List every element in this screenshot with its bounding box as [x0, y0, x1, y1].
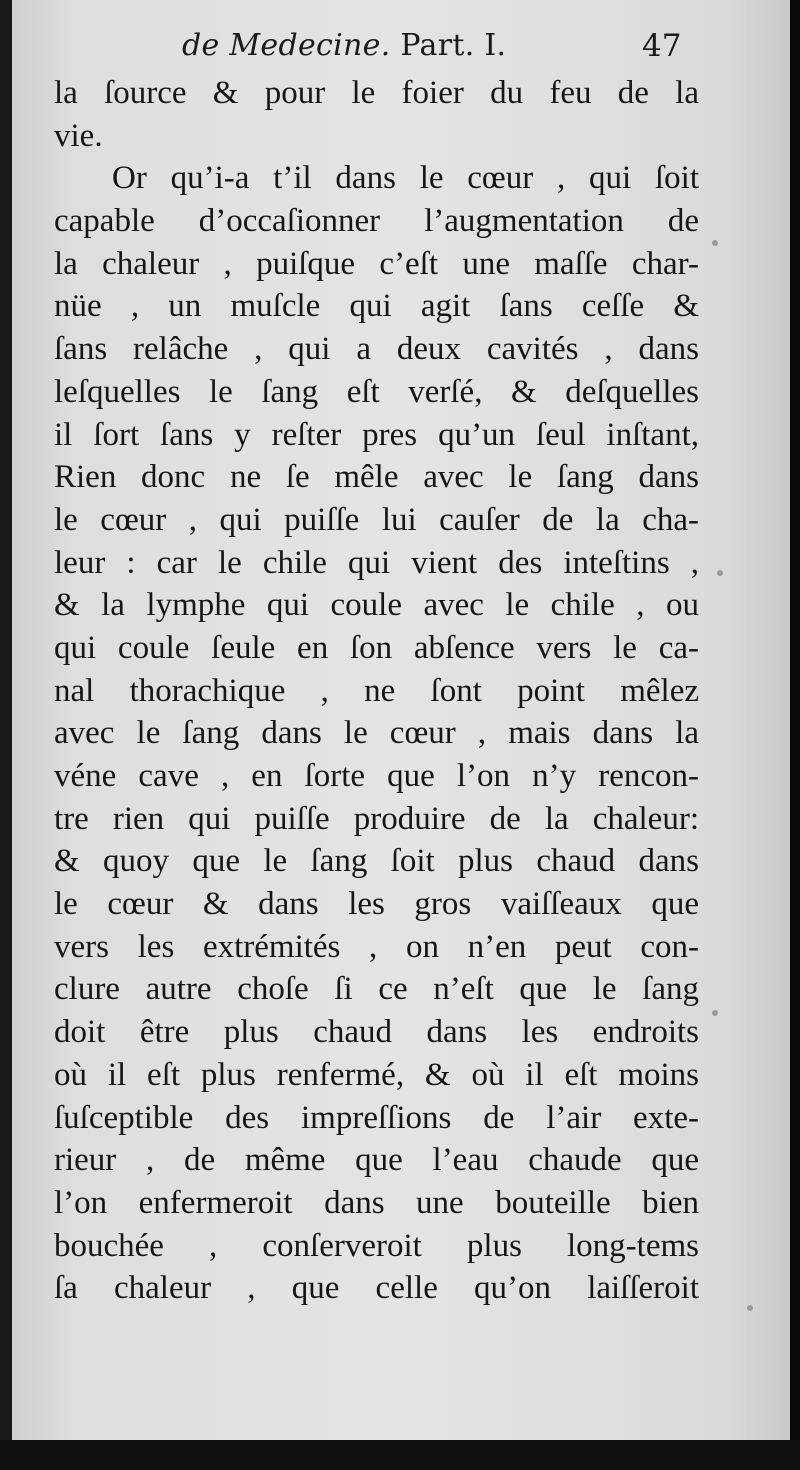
- page-header: [12, 28, 790, 78]
- text-line: Or qu’i-a t’il dans le cœur , qui ſoit: [112, 160, 699, 197]
- text-line: vie.: [54, 117, 103, 154]
- text-line: il ſort ſans y reſter pres qu’un ſeul inſtant,: [54, 416, 699, 453]
- text-line: l’on enfermeroit dans une bouteille bien: [54, 1184, 699, 1221]
- text-line: nüe , un muſcle qui agit ſans ceſſe &: [54, 288, 699, 325]
- text-line: doit être plus chaud dans les endroits: [54, 1014, 699, 1051]
- text-line: le cœur & dans les gros vaiſſeaux que: [54, 886, 699, 923]
- text-line: clure autre choſe ſi ce n’eſt que le ſang: [54, 971, 699, 1008]
- body-text: [54, 72, 699, 1310]
- scan-bottom-edge: [0, 1440, 800, 1470]
- text-line: où il eſt plus renfermé, & où il eſt moins: [54, 1056, 699, 1093]
- text-line: avec le ſang dans le cœur , mais dans la: [54, 715, 699, 752]
- text-line: qui coule ſeule en ſon abſence vers le ca-: [54, 629, 699, 666]
- margin-speck: [712, 1010, 718, 1016]
- text-line: ſans relâche , qui a deux cavités , dans: [54, 331, 699, 368]
- text-line: véne cave , en ſorte que l’on n’y rencon-: [54, 758, 699, 794]
- running-head-roman: Part. I.: [390, 28, 507, 63]
- running-head: [182, 28, 506, 63]
- margin-speck: [717, 570, 723, 576]
- text-line: & quoy que le ſang ſoit plus chaud dans: [54, 843, 699, 880]
- text-line: ſa chaleur , que celle qu’on laiſſeroit: [54, 1270, 699, 1307]
- text-line: capable d’occaſionner l’augmentation de: [54, 203, 699, 240]
- text-line: la ſource & pour le foier du feu de la: [54, 75, 699, 111]
- page-gutter-shadow: [0, 0, 12, 1470]
- text-line: leur : car le chile qui vient des inteſtins ,: [54, 544, 699, 581]
- text-line: & la lymphe qui coule avec le chile , ou: [54, 587, 699, 624]
- margin-speck: [747, 1305, 753, 1311]
- text-line: le cœur , qui puiſſe lui cauſer de la cha-: [54, 501, 699, 538]
- text-line: bouchée , conſerveroit plus long-tems: [54, 1227, 699, 1264]
- running-head-italic: de Medecine.: [182, 28, 391, 63]
- page-number: 47: [642, 28, 682, 64]
- text-line: nal thorachique , ne ſont point mêlez: [54, 672, 699, 709]
- text-line: leſquelles le ſang eſt verſé, & deſquelles: [54, 373, 699, 410]
- text-line: vers les extrémités , on n’en peut con-: [54, 928, 699, 965]
- text-line: tre rien qui puiſſe produire de la chaleur:: [54, 800, 699, 837]
- text-line: rieur , de même que l’eau chaude que: [54, 1142, 699, 1179]
- text-line: ſuſceptible des impreſſions de l’air exte-: [54, 1099, 699, 1136]
- text-line: la chaleur , puiſque c’eſt une maſſe char-: [54, 245, 699, 282]
- book-page: [12, 0, 790, 1440]
- margin-speck: [712, 240, 718, 246]
- text-line: Rien donc ne ſe mêle avec le ſang dans: [54, 459, 699, 496]
